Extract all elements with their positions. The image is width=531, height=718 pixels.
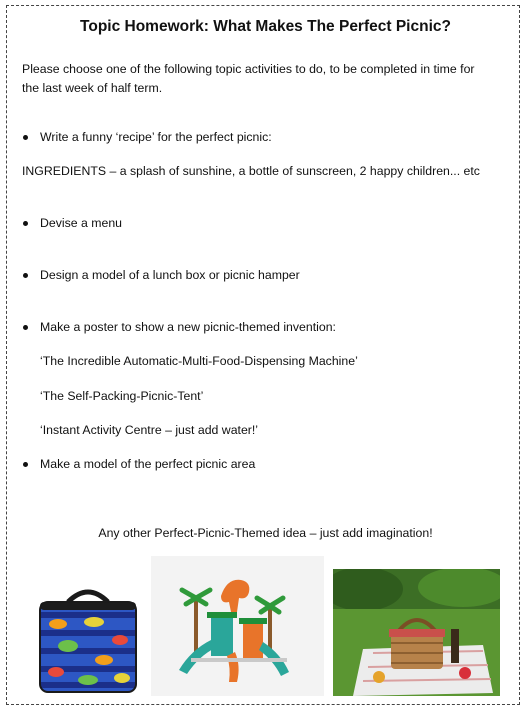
- bullet-dot: [23, 462, 28, 467]
- ingredients-line: INGREDIENTS – a splash of sunshine, a bottle of sunscreen, 2 happy children... etc: [22, 164, 480, 178]
- lunch-bag-icon: [34, 584, 142, 696]
- bullet-dot: [23, 325, 28, 330]
- bullet-lunchbox: Design a model of a lunch box or picnic hamper: [40, 268, 300, 282]
- playground-icon: [151, 556, 324, 696]
- picnic-basket-icon: [333, 569, 500, 696]
- bullet-dot: [23, 221, 28, 226]
- invention-3: ‘Instant Activity Centre – just add water!’: [40, 423, 259, 437]
- closing-line: Any other Perfect-Picnic-Themed idea – just add imagination!: [98, 526, 433, 540]
- bullet-recipe: Write a funny ‘recipe’ for the perfect picnic:: [40, 130, 272, 144]
- bullet-menu: Devise a menu: [40, 216, 123, 230]
- invention-2: ‘The Self-Packing-Picnic-Tent’: [40, 389, 204, 403]
- bullet-poster: Make a poster to show a new picnic-themed invention:: [40, 320, 336, 334]
- picnic-image: [333, 569, 500, 696]
- intro-line-2: the last week of half term.: [22, 81, 163, 95]
- bullet-dot: [23, 135, 28, 140]
- bullet-dot: [23, 273, 28, 278]
- invention-1: ‘The Incredible Automatic-Multi-Food-Dispensing Machine’: [40, 354, 358, 368]
- playground-model-image: [151, 556, 324, 696]
- page-title: Topic Homework: What Makes The Perfect Picnic?: [80, 18, 451, 35]
- lunch-box-image: [34, 584, 142, 696]
- bullet-picnic-area: Make a model of the perfect picnic area: [40, 457, 256, 471]
- intro-line-1: Please choose one of the following topic activities to do, to be completed in time for: [22, 62, 475, 76]
